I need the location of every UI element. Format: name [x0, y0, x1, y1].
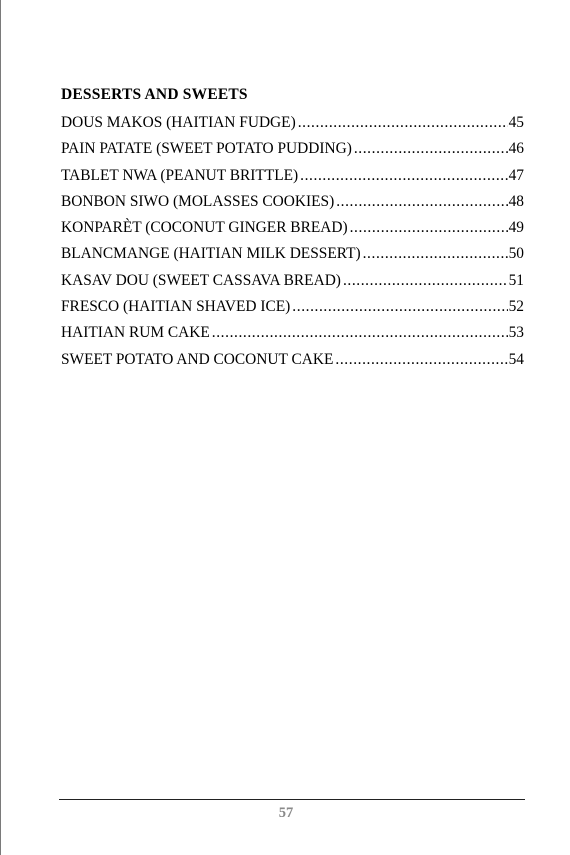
toc-entry-page: 46 — [508, 140, 524, 158]
toc-entry-page: 54 — [508, 350, 524, 368]
dot-leader — [335, 347, 507, 373]
dot-leader — [300, 163, 507, 189]
dot-leader — [212, 320, 508, 346]
table-of-contents — [61, 110, 524, 373]
toc-entry-title: PAIN PATATE (SWEET POTATO PUDDING) — [61, 140, 352, 158]
toc-entry-title: SWEET POTATO AND COCONUT CAKE — [61, 350, 334, 368]
toc-entry[interactable] — [61, 241, 524, 267]
toc-entry-page: 53 — [508, 324, 524, 342]
toc-entry-page: 49 — [508, 219, 524, 237]
dot-leader — [292, 294, 507, 320]
toc-entry-title: TABLET NWA (PEANUT BRITTLE) — [61, 166, 299, 184]
toc-entry[interactable] — [61, 189, 524, 215]
dot-leader — [354, 136, 508, 162]
toc-entry-title: KONPARÈT (COCONUT GINGER BREAD) — [61, 219, 348, 237]
section-heading: DESSERTS AND SWEETS — [61, 86, 248, 103]
toc-entry[interactable] — [61, 215, 524, 241]
toc-entry-title: FRESCO (HAITIAN SHAVED ICE) — [61, 298, 291, 316]
toc-entry-page: 50 — [508, 245, 524, 263]
dot-leader — [350, 215, 508, 241]
toc-entry-title: BLANCMANGE (HAITIAN MILK DESSERT) — [61, 245, 361, 263]
toc-entry-title: HAITIAN RUM CAKE — [61, 324, 210, 342]
toc-entry[interactable] — [61, 110, 524, 136]
toc-entry-page: 51 — [508, 271, 524, 289]
toc-entry-title: KASAV DOU (SWEET CASSAVA BREAD) — [61, 271, 341, 289]
dot-leader — [298, 110, 508, 136]
toc-entry[interactable] — [61, 163, 524, 189]
toc-entry-page: 47 — [508, 166, 524, 184]
footer-divider — [59, 799, 525, 800]
toc-entry-page: 48 — [508, 192, 524, 210]
toc-entry-page: 52 — [508, 298, 524, 316]
dot-leader — [343, 268, 508, 294]
dot-leader — [336, 189, 507, 215]
toc-entry-title: DOUS MAKOS (HAITIAN FUDGE) — [61, 114, 296, 131]
toc-entry[interactable] — [61, 320, 524, 346]
toc-entry-title: BONBON SIWO (MOLASSES COOKIES) — [61, 192, 335, 210]
toc-entry-page: 45 — [508, 114, 524, 131]
toc-entry[interactable] — [61, 294, 524, 320]
page-number: 57 — [278, 805, 294, 821]
toc-entry[interactable] — [61, 136, 524, 162]
toc-entry[interactable] — [61, 347, 524, 373]
dot-leader — [363, 241, 508, 267]
toc-entry[interactable] — [61, 268, 524, 294]
